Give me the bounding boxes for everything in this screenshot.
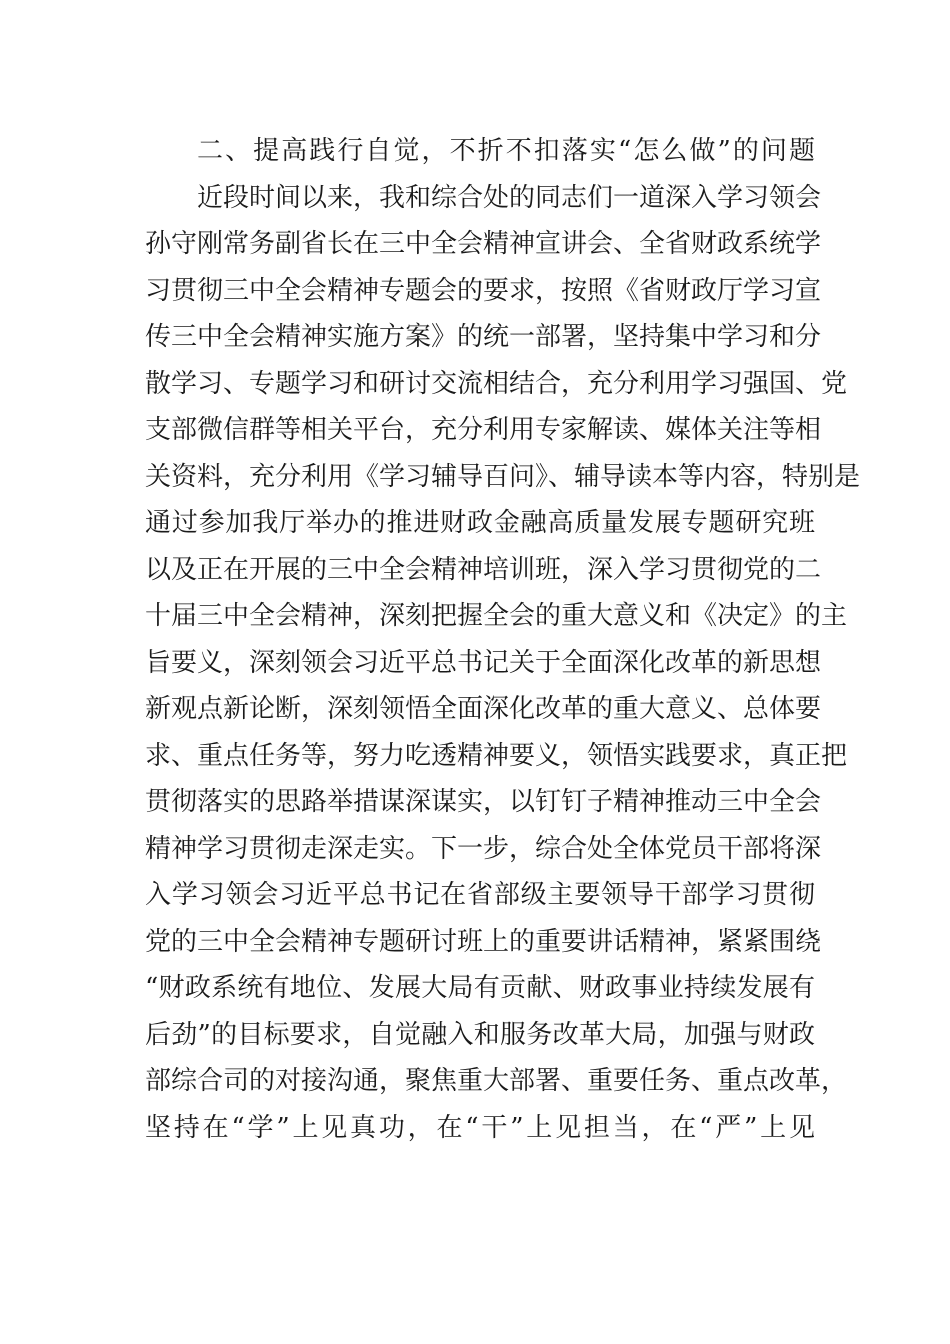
paragraph-line: 以及正在开展的三中全会精神培训班，深入学习贯彻党的二 (145, 554, 822, 585)
paragraph-line: 习贯彻三中全会精神专题会的要求，按照《省财政厅学习宣 (145, 275, 822, 306)
paragraph-line: 关资料，充分利用《学习辅导百问》、辅导读本等内容，特别是 (145, 461, 861, 492)
document-body (145, 128, 861, 1151)
paragraph-line: 传三中全会精神实施方案》的统一部署，坚持集中学习和分 (145, 322, 822, 352)
section-heading: 二、提高践行自觉，不折不扣落实“怎么做”的问题 (197, 136, 815, 166)
paragraph-line: 旨要义，深刻领会习近平总书记关于全面深化改革的新思想 (145, 647, 822, 678)
paragraph-line: 部综合司的对接沟通，聚焦重大部署、重要任务、重点改革， (145, 1066, 848, 1096)
paragraph-line: 近段时间以来，我和综合处的同志们一道深入学习领会 (197, 182, 822, 213)
paragraph-line: 党的三中全会精神专题研讨班上的重要讲话精神，紧紧围绕 (145, 926, 822, 957)
paragraph-line: 支部微信群等相关平台，充分利用专家解读、媒体关注等相 (145, 415, 822, 445)
paragraph-line: 通过参加我厅举办的推进财政金融高质量发展专题研究班 (145, 508, 815, 538)
paragraph-line: 求、重点任务等，努力吃透精神要义，领悟实践要求，真正把 (145, 740, 848, 771)
paragraph-line: 孙守刚常务副省长在三中全会精神宣讲会、全省财政系统学 (145, 229, 822, 259)
paragraph-line: 散学习、专题学习和研讨交流相结合，充分利用学习强国、党 (145, 368, 848, 399)
paragraph-line: 贯彻落实的思路举措谋深谋实，以钉钉子精神推动三中全会 (145, 787, 822, 817)
paragraph-line: 十届三中全会精神，深刻把握全会的重大意义和《决定》的主 (145, 601, 848, 631)
paragraph-line: 入学习领会习近平总书记在省部级主要领导干部学习贯彻 (145, 880, 815, 910)
paragraph-line: 精神学习贯彻走深走实。下一步，综合处全体党员干部将深 (145, 833, 822, 864)
paragraph-line: 坚持在“学”上见真功，在“干”上见担当，在“严”上见 (145, 1112, 815, 1143)
paragraph-line: 新观点新论断，深刻领悟全面深化改革的重大意义、总体要 (145, 694, 822, 724)
paragraph-line: 后劲”的目标要求，自觉融入和服务改革大局，加强与财政 (145, 1019, 815, 1050)
paragraph-line: “财政系统有地位、发展大局有贡献、财政事业持续发展有 (145, 973, 815, 1003)
